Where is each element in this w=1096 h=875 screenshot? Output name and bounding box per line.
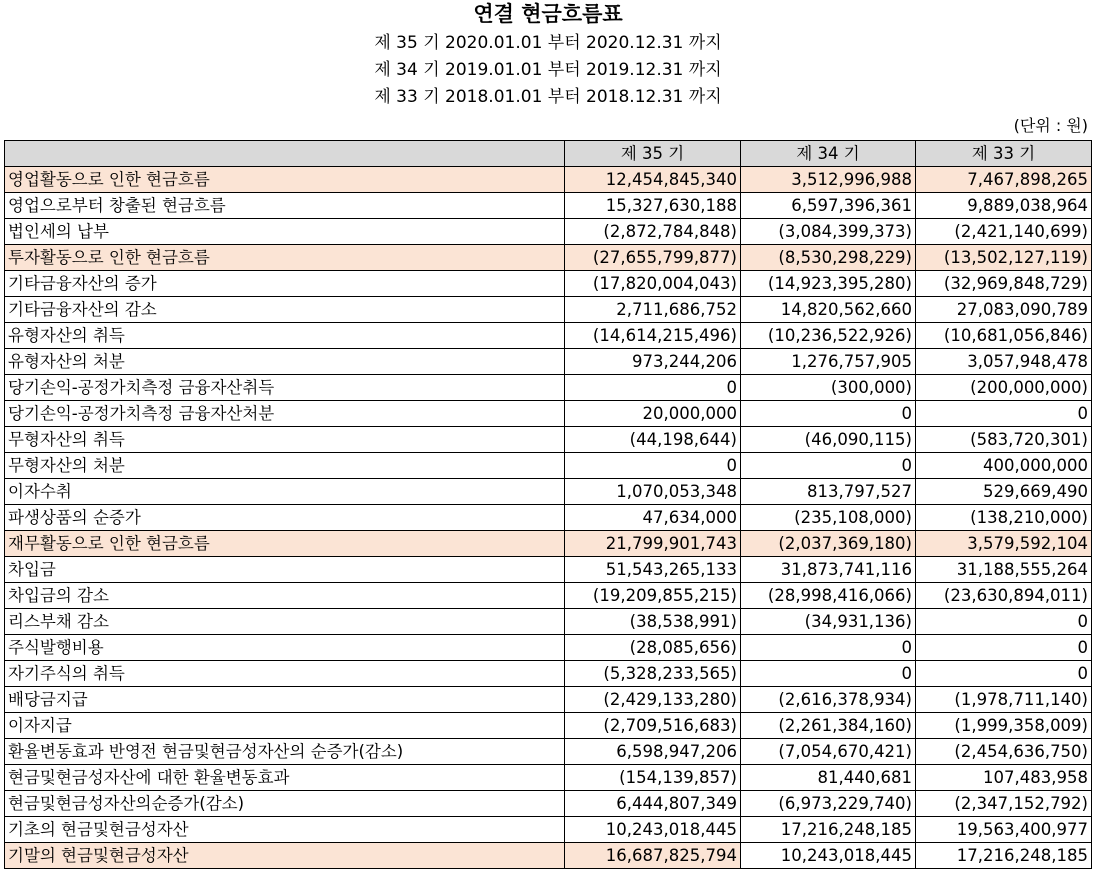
- row-label: 현금및현금성자산에 대한 환율변동효과: [5, 765, 565, 791]
- row-label: 기말의 현금및현금성자산: [5, 843, 565, 869]
- row-label: 차입금의 감소: [5, 583, 565, 609]
- row-label: 영업으로부터 창출된 현금흐름: [5, 193, 565, 219]
- value-cell: (17,820,004,043): [565, 271, 741, 297]
- value-cell: (10,681,056,846): [916, 323, 1092, 349]
- value-cell: 16,687,825,794: [565, 843, 741, 869]
- value-cell: 0: [565, 375, 741, 401]
- value-cell: (38,538,991): [565, 609, 741, 635]
- value-cell: (6,973,229,740): [741, 791, 916, 817]
- value-cell: (23,630,894,011): [916, 583, 1092, 609]
- row-label: 투자활동으로 인한 현금흐름: [5, 245, 565, 271]
- value-cell: 31,873,741,116: [741, 557, 916, 583]
- value-cell: (2,261,384,160): [741, 713, 916, 739]
- value-cell: 19,563,400,977: [916, 817, 1092, 843]
- value-cell: 31,188,555,264: [916, 557, 1092, 583]
- value-cell: 27,083,090,789: [916, 297, 1092, 323]
- value-cell: (1,999,358,009): [916, 713, 1092, 739]
- table-row: [5, 297, 1092, 323]
- value-cell: (32,969,848,729): [916, 271, 1092, 297]
- table-row: [5, 557, 1092, 583]
- table-row: [5, 453, 1092, 479]
- table-row: [5, 843, 1092, 869]
- row-label: 배당금지급: [5, 687, 565, 713]
- value-cell: (583,720,301): [916, 427, 1092, 453]
- table-row: [5, 167, 1092, 193]
- table-row: [5, 427, 1092, 453]
- value-cell: 6,444,807,349: [565, 791, 741, 817]
- row-label: 기타금융자산의 감소: [5, 297, 565, 323]
- value-cell: 0: [741, 401, 916, 427]
- value-cell: (235,108,000): [741, 505, 916, 531]
- value-cell: 529,669,490: [916, 479, 1092, 505]
- value-cell: 14,820,562,660: [741, 297, 916, 323]
- value-cell: 0: [741, 661, 916, 687]
- value-cell: (46,090,115): [741, 427, 916, 453]
- row-label: 무형자산의 취득: [5, 427, 565, 453]
- value-cell: 0: [741, 453, 916, 479]
- value-cell: 81,440,681: [741, 765, 916, 791]
- row-label: 법인세의 납부: [5, 219, 565, 245]
- value-cell: 6,597,396,361: [741, 193, 916, 219]
- value-cell: 3,579,592,104: [916, 531, 1092, 557]
- value-cell: (2,709,516,683): [565, 713, 741, 739]
- value-cell: 0: [916, 401, 1092, 427]
- unit-label: (단위 : 원): [1013, 116, 1088, 135]
- row-label: 기타금융자산의 증가: [5, 271, 565, 297]
- value-cell: (19,209,855,215): [565, 583, 741, 609]
- row-label: 기초의 현금및현금성자산: [5, 817, 565, 843]
- row-label: 유형자산의 취득: [5, 323, 565, 349]
- row-label: 무형자산의 처분: [5, 453, 565, 479]
- value-cell: 0: [916, 609, 1092, 635]
- value-cell: 400,000,000: [916, 453, 1092, 479]
- value-cell: 0: [916, 661, 1092, 687]
- value-cell: (2,429,133,280): [565, 687, 741, 713]
- value-cell: 10,243,018,445: [741, 843, 916, 869]
- value-cell: 0: [565, 453, 741, 479]
- row-label: 유형자산의 처분: [5, 349, 565, 375]
- value-cell: (200,000,000): [916, 375, 1092, 401]
- table-row: [5, 531, 1092, 557]
- value-cell: 1,276,757,905: [741, 349, 916, 375]
- table-row: [5, 687, 1092, 713]
- value-cell: (27,655,799,877): [565, 245, 741, 271]
- header-cell: 제 34 기: [741, 141, 916, 167]
- table-row: [5, 479, 1092, 505]
- value-cell: (8,530,298,229): [741, 245, 916, 271]
- value-cell: 7,467,898,265: [916, 167, 1092, 193]
- value-cell: (28,085,656): [565, 635, 741, 661]
- row-label: 이자수취: [5, 479, 565, 505]
- value-cell: 6,598,947,206: [565, 739, 741, 765]
- value-cell: (3,084,399,373): [741, 219, 916, 245]
- value-cell: 3,057,948,478: [916, 349, 1092, 375]
- value-cell: (14,923,395,280): [741, 271, 916, 297]
- value-cell: 17,216,248,185: [741, 817, 916, 843]
- value-cell: (2,347,152,792): [916, 791, 1092, 817]
- value-cell: (10,236,522,926): [741, 323, 916, 349]
- value-cell: (13,502,127,119): [916, 245, 1092, 271]
- row-label: 리스부채 감소: [5, 609, 565, 635]
- table-row: [5, 635, 1092, 661]
- table-row: [5, 505, 1092, 531]
- table-row: [5, 349, 1092, 375]
- value-cell: 0: [741, 635, 916, 661]
- period-line: 제 35 기 2020.01.01 부터 2020.12.31 까지: [374, 33, 722, 53]
- period-line: 제 34 기 2019.01.01 부터 2019.12.31 까지: [374, 60, 722, 80]
- row-label: 재무활동으로 인한 현금흐름: [5, 531, 565, 557]
- table-row: [5, 817, 1092, 843]
- table-row: [5, 765, 1092, 791]
- value-cell: 20,000,000: [565, 401, 741, 427]
- table-row: [5, 609, 1092, 635]
- table-row: [5, 583, 1092, 609]
- value-cell: (1,978,711,140): [916, 687, 1092, 713]
- row-label: 현금및현금성자산의순증가(감소): [5, 791, 565, 817]
- value-cell: 21,799,901,743: [565, 531, 741, 557]
- value-cell: (5,328,233,565): [565, 661, 741, 687]
- row-label: 주식발행비용: [5, 635, 565, 661]
- header-cell: 제 35 기: [565, 141, 741, 167]
- value-cell: (300,000): [741, 375, 916, 401]
- row-label: 환율변동효과 반영전 현금및현금성자산의 순증가(감소): [5, 739, 565, 765]
- value-cell: (28,998,416,066): [741, 583, 916, 609]
- header-cell: 제 33 기: [916, 141, 1092, 167]
- table-row: [5, 791, 1092, 817]
- row-label: 당기손익-공정가치측정 금융자산취득: [5, 375, 565, 401]
- value-cell: 51,543,265,133: [565, 557, 741, 583]
- table-row: [5, 271, 1092, 297]
- value-cell: 12,454,845,340: [565, 167, 741, 193]
- table-row: [5, 739, 1092, 765]
- row-label: 차입금: [5, 557, 565, 583]
- value-cell: (2,616,378,934): [741, 687, 916, 713]
- value-cell: (7,054,670,421): [741, 739, 916, 765]
- value-cell: (2,872,784,848): [565, 219, 741, 245]
- value-cell: (2,037,369,180): [741, 531, 916, 557]
- cash-flow-table: [4, 140, 1092, 869]
- value-cell: (44,198,644): [565, 427, 741, 453]
- table-row: [5, 245, 1092, 271]
- value-cell: 813,797,527: [741, 479, 916, 505]
- row-label: 이자지급: [5, 713, 565, 739]
- table-row: [5, 713, 1092, 739]
- value-cell: (34,931,136): [741, 609, 916, 635]
- value-cell: (138,210,000): [916, 505, 1092, 531]
- header-cell: [5, 141, 565, 167]
- value-cell: (14,614,215,496): [565, 323, 741, 349]
- value-cell: 1,070,053,348: [565, 479, 741, 505]
- statement-title: 연결 현금흐름표: [473, 1, 623, 26]
- row-label: 자기주식의 취득: [5, 661, 565, 687]
- table-header-row: [5, 141, 1092, 167]
- value-cell: (2,454,636,750): [916, 739, 1092, 765]
- value-cell: 0: [916, 635, 1092, 661]
- table-row: [5, 661, 1092, 687]
- table-body: [5, 167, 1092, 869]
- value-cell: (2,421,140,699): [916, 219, 1092, 245]
- value-cell: 10,243,018,445: [565, 817, 741, 843]
- table-row: [5, 401, 1092, 427]
- table-row: [5, 323, 1092, 349]
- row-label: 영업활동으로 인한 현금흐름: [5, 167, 565, 193]
- value-cell: 15,327,630,188: [565, 193, 741, 219]
- value-cell: 17,216,248,185: [916, 843, 1092, 869]
- value-cell: 973,244,206: [565, 349, 741, 375]
- row-label: 파생상품의 순증가: [5, 505, 565, 531]
- value-cell: 2,711,686,752: [565, 297, 741, 323]
- value-cell: 107,483,958: [916, 765, 1092, 791]
- period-line: 제 33 기 2018.01.01 부터 2018.12.31 까지: [374, 87, 722, 107]
- table-row: [5, 193, 1092, 219]
- row-label: 당기손익-공정가치측정 금융자산처분: [5, 401, 565, 427]
- table-row: [5, 375, 1092, 401]
- value-cell: 3,512,996,988: [741, 167, 916, 193]
- value-cell: 9,889,038,964: [916, 193, 1092, 219]
- table-row: [5, 219, 1092, 245]
- value-cell: 47,634,000: [565, 505, 741, 531]
- value-cell: (154,139,857): [565, 765, 741, 791]
